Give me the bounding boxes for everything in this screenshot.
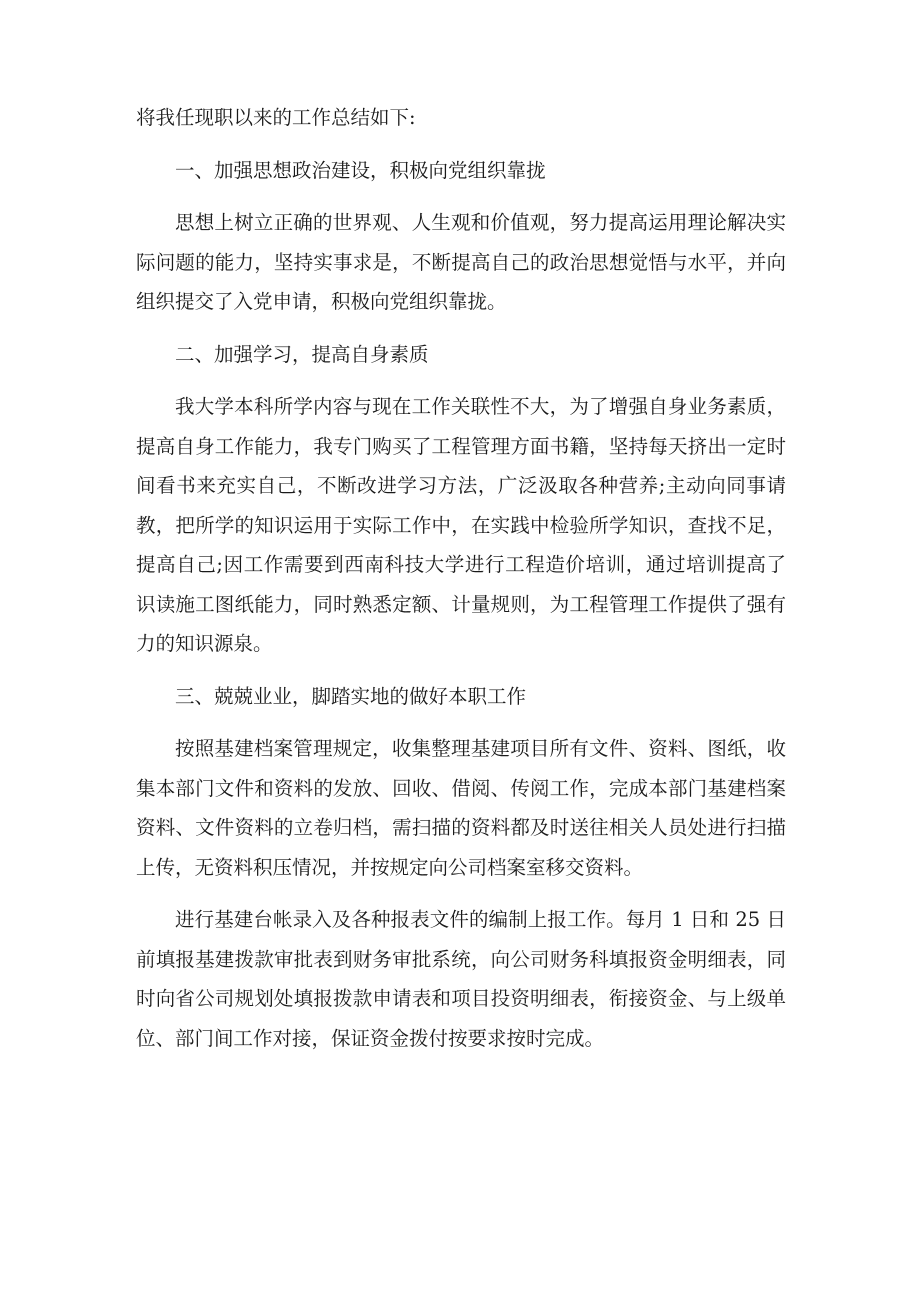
section-1-paragraph-1: 思想上树立正确的世界观、人生观和价值观，努力提高运用理论解决实际问题的能力，坚持实事求是，不断提高自己的政治思想觉悟与水平，并向组织提交了入党申请，积极向党组织靠拢。 [136,211,786,313]
document-body [136,98,786,1071]
section-3-paragraph-2: 进行基建台帐录入及各种报表文件的编制上报工作。每月 1 日和 25 日前填报基建拨款审批表到财务审批系统，向公司财务科填报资金明细表，同时向省公司规划处填报拨款申请表和项目投资明细表，衔接资金、与上级单位、部门间工作对接，保证资金拨付按要求按时完成。 [136,908,786,1050]
intro-line: 将我任现职以来的工作总结如下: [136,106,416,129]
section-2-paragraph-1: 我大学本科所学内容与现在工作关联性不大，为了增强自身业务素质，提高自身工作能力，我专门购买了工程管理方面书籍，坚持每天挤出一定时间看书来充实自己，不断改进学习方法，广泛汲取各种营养;主动向同事请教，把所学的知识运用于实际工作中，在实践中检验所学知识，查找不足，提高自己;因工作需要到西南科技大学进行工程造价培训，通过培训提高了识读施工图纸能力，同时熟悉定额、计量规则，为工程管理工作提供了强有力的知识源泉。 [136,395,786,655]
section-3-paragraph-1: 按照基建档案管理规定，收集整理基建项目所有文件、资料、图纸，收集本部门文件和资料的发放、回收、借阅、传阅工作，完成本部门基建档案资料、文件资料的立卷归档，需扫描的资料都及时送往相关人员处进行扫描上传，无资料积压情况，并按规定向公司档案室移交资料。 [136,737,786,879]
section-heading-3: 三、兢兢业业，脚踏实地的做好本职工作 [175,684,527,708]
section-heading-2: 二、加强学习，提高自身素质 [175,342,429,366]
section-heading-1: 一、加强思想政治建设，积极向党组织靠拢 [175,158,546,182]
